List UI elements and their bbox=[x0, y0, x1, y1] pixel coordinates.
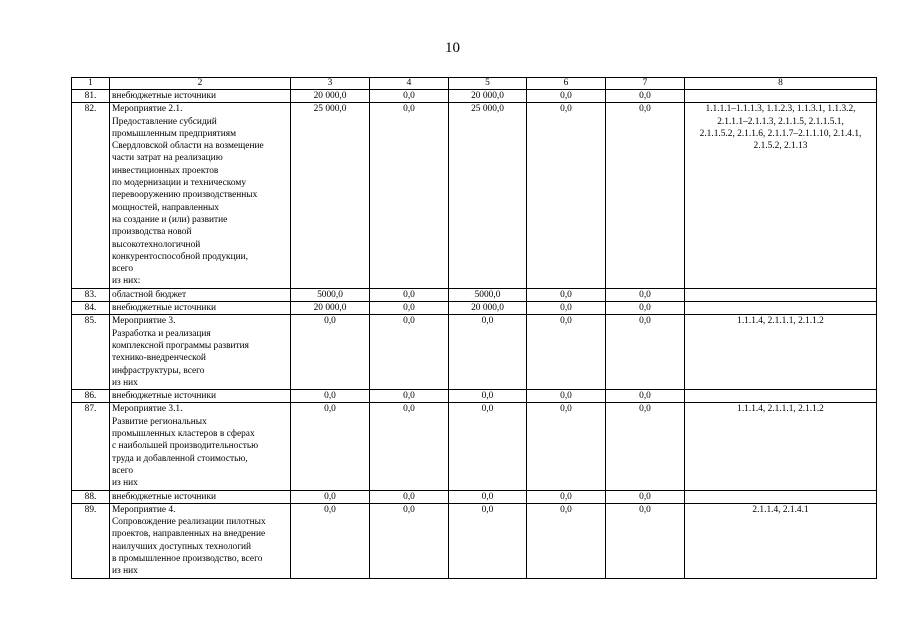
activity-name-line: перевооружению производственных bbox=[112, 190, 258, 201]
column-header-2: 2 bbox=[110, 78, 291, 90]
activity-name-line: всего bbox=[112, 465, 134, 476]
activity-name bbox=[110, 103, 291, 288]
activity-name-line: по модернизации и техническому bbox=[112, 178, 247, 189]
amount-c7: 0,0 bbox=[606, 315, 685, 390]
target-indicators-line: 1.1.1.1–1.1.1.3, 1.1.2.3, 1.1.3.1, 1.1.3.2, bbox=[705, 104, 856, 115]
amount-c4: 0,0 bbox=[370, 90, 449, 103]
amount-c3: 0,0 bbox=[291, 315, 370, 390]
amount-c4: 0,0 bbox=[370, 390, 449, 403]
activity-name-line: Развитие региональных bbox=[112, 416, 207, 427]
amount-c7: 0,0 bbox=[606, 403, 685, 490]
activity-name-line: наилучших доступных технологий bbox=[112, 541, 252, 552]
table-row bbox=[72, 390, 877, 403]
activity-name-line: внебюджетные источники bbox=[112, 391, 217, 402]
activity-name bbox=[110, 315, 291, 390]
column-header-8: 8 bbox=[685, 78, 877, 90]
column-header-3: 3 bbox=[291, 78, 370, 90]
activity-name-line: технико-внедренческой bbox=[112, 353, 206, 364]
amount-c7: 0,0 bbox=[606, 490, 685, 503]
table-row bbox=[72, 503, 877, 578]
activity-name bbox=[110, 390, 291, 403]
table-row bbox=[72, 490, 877, 503]
table-row bbox=[72, 288, 877, 301]
activity-name-line: Мероприятие 4. bbox=[112, 504, 176, 515]
target-indicators-line: 2.1.1.5.2, 2.1.1.6, 2.1.1.7–2.1.1.10, 2.1.4.1, bbox=[699, 128, 862, 139]
activity-name bbox=[110, 90, 291, 103]
target-indicators bbox=[685, 302, 877, 315]
amount-c5: 20 000,0 bbox=[449, 90, 527, 103]
amount-c6: 0,0 bbox=[527, 302, 606, 315]
target-indicators bbox=[685, 490, 877, 503]
amount-c4: 0,0 bbox=[370, 315, 449, 390]
program-table bbox=[71, 77, 877, 579]
amount-c5: 5000,0 bbox=[449, 288, 527, 301]
activity-name bbox=[110, 503, 291, 578]
activity-name-line: Предоставление субсидий bbox=[112, 116, 217, 127]
row-number: 89. bbox=[72, 503, 110, 578]
table-row bbox=[72, 302, 877, 315]
row-number: 84. bbox=[72, 302, 110, 315]
amount-c4: 0,0 bbox=[370, 503, 449, 578]
activity-name-line: внебюджетные источники bbox=[112, 303, 217, 314]
activity-name-line: Разработка и реализация bbox=[112, 328, 211, 339]
amount-c5: 0,0 bbox=[449, 490, 527, 503]
activity-name-line: из них bbox=[112, 478, 138, 489]
amount-c6: 0,0 bbox=[527, 90, 606, 103]
amount-c7: 0,0 bbox=[606, 288, 685, 301]
amount-c7: 0,0 bbox=[606, 302, 685, 315]
amount-c3: 20 000,0 bbox=[291, 90, 370, 103]
activity-name-line: с наибольшей производительностью bbox=[112, 441, 259, 452]
amount-c4: 0,0 bbox=[370, 288, 449, 301]
amount-c6: 0,0 bbox=[527, 503, 606, 578]
activity-name-line: Мероприятие 3.1. bbox=[112, 404, 183, 415]
amount-c5: 25 000,0 bbox=[449, 103, 527, 288]
column-header-4: 4 bbox=[370, 78, 449, 90]
activity-name-line: внебюджетные источники bbox=[112, 91, 217, 101]
amount-c6: 0,0 bbox=[527, 390, 606, 403]
column-header-7: 7 bbox=[606, 78, 685, 90]
activity-name-line: на создание и (или) развитие bbox=[112, 214, 228, 225]
amount-c4: 0,0 bbox=[370, 403, 449, 490]
column-header-6: 6 bbox=[527, 78, 606, 90]
amount-c5: 0,0 bbox=[449, 390, 527, 403]
activity-name-line: Мероприятие 2.1. bbox=[112, 104, 183, 115]
column-header-row bbox=[72, 78, 877, 90]
target-indicators bbox=[685, 103, 877, 288]
amount-c7: 0,0 bbox=[606, 390, 685, 403]
amount-c5: 20 000,0 bbox=[449, 302, 527, 315]
table-row bbox=[72, 103, 877, 288]
target-indicators bbox=[685, 503, 877, 578]
target-indicators bbox=[685, 403, 877, 490]
row-number: 86. bbox=[72, 390, 110, 403]
amount-c4: 0,0 bbox=[370, 302, 449, 315]
activity-name-line: комплексной программы развития bbox=[112, 340, 249, 351]
target-indicators bbox=[685, 90, 877, 103]
activity-name-line: всего bbox=[112, 264, 134, 275]
activity-name-line: промышленных кластеров в сферах bbox=[112, 429, 255, 440]
activity-name bbox=[110, 403, 291, 490]
activity-name-line: части затрат на реализацию bbox=[112, 153, 223, 164]
target-indicators-line: 2.1.5.2, 2.1.13 bbox=[753, 141, 808, 152]
amount-c4: 0,0 bbox=[370, 490, 449, 503]
amount-c5: 0,0 bbox=[449, 503, 527, 578]
activity-name-line: инфраструктуры, всего bbox=[112, 365, 205, 376]
amount-c6: 0,0 bbox=[527, 288, 606, 301]
activity-name-line: инвестиционных проектов bbox=[112, 165, 219, 176]
amount-c4: 0,0 bbox=[370, 103, 449, 288]
amount-c6: 0,0 bbox=[527, 103, 606, 288]
activity-name-line: труда и добавленной стоимостью, bbox=[112, 453, 248, 464]
activity-name-line: Сопровождение реализации пилотных bbox=[112, 517, 266, 528]
target-indicators-line: 1.1.1.4, 2.1.1.1, 2.1.1.2 bbox=[737, 404, 824, 415]
amount-c7: 0,0 bbox=[606, 503, 685, 578]
amount-c3: 0,0 bbox=[291, 403, 370, 490]
amount-c3: 20 000,0 bbox=[291, 302, 370, 315]
activity-name-line: Мероприятие 3. bbox=[112, 316, 176, 327]
activity-name-line: из них bbox=[112, 377, 138, 388]
table-row bbox=[72, 315, 877, 390]
row-number: 88. bbox=[72, 490, 110, 503]
column-header-5: 5 bbox=[449, 78, 527, 90]
row-number: 83. bbox=[72, 288, 110, 301]
activity-name bbox=[110, 490, 291, 503]
amount-c5: 0,0 bbox=[449, 315, 527, 390]
page-number: 10 bbox=[445, 40, 460, 56]
activity-name-line: конкурентоспособной продукции, bbox=[112, 251, 248, 262]
activity-name bbox=[110, 288, 291, 301]
activity-name-line: Свердловской области на возмещение bbox=[112, 141, 264, 152]
target-indicators bbox=[685, 288, 877, 301]
amount-c3: 0,0 bbox=[291, 490, 370, 503]
activity-name bbox=[110, 302, 291, 315]
amount-c3: 5000,0 bbox=[291, 288, 370, 301]
amount-c6: 0,0 bbox=[527, 490, 606, 503]
amount-c3: 25 000,0 bbox=[291, 103, 370, 288]
column-header-1: 1 bbox=[72, 78, 110, 90]
amount-c5: 0,0 bbox=[449, 403, 527, 490]
activity-name-line: внебюджетные источники bbox=[112, 491, 217, 502]
activity-name-line: в промышленное производство, всего bbox=[112, 553, 263, 564]
row-number: 82. bbox=[72, 103, 110, 288]
table-row bbox=[72, 403, 877, 490]
activity-name-line: проектов, направленных на внедрение bbox=[112, 529, 266, 540]
amount-c3: 0,0 bbox=[291, 503, 370, 578]
amount-c6: 0,0 bbox=[527, 403, 606, 490]
activity-name-line: мощностей, направленных bbox=[112, 202, 219, 213]
activity-name-line: из них: bbox=[112, 276, 141, 287]
activity-name-line: высокотехнологичной bbox=[112, 239, 201, 250]
amount-c3: 0,0 bbox=[291, 390, 370, 403]
target-indicators-line: 2.1.1.1–2.1.1.3, 2.1.1.5, 2.1.1.5.1, bbox=[717, 116, 844, 127]
target-indicators bbox=[685, 315, 877, 390]
row-number: 85. bbox=[72, 315, 110, 390]
row-number: 81. bbox=[72, 90, 110, 103]
target-indicators bbox=[685, 390, 877, 403]
target-indicators-line: 2.1.1.4, 2.1.4.1 bbox=[752, 504, 809, 515]
activity-name-line: промышленным предприятиям bbox=[112, 128, 237, 139]
amount-c6: 0,0 bbox=[527, 315, 606, 390]
row-number: 87. bbox=[72, 403, 110, 490]
activity-name-line: из них bbox=[112, 566, 138, 577]
amount-c7: 0,0 bbox=[606, 90, 685, 103]
activity-name-line: областной бюджет bbox=[112, 289, 187, 300]
activity-name-line: производства новой bbox=[112, 227, 192, 238]
amount-c7: 0,0 bbox=[606, 103, 685, 288]
target-indicators-line: 1.1.1.4, 2.1.1.1, 2.1.1.2 bbox=[737, 316, 824, 327]
table-row bbox=[72, 90, 877, 103]
